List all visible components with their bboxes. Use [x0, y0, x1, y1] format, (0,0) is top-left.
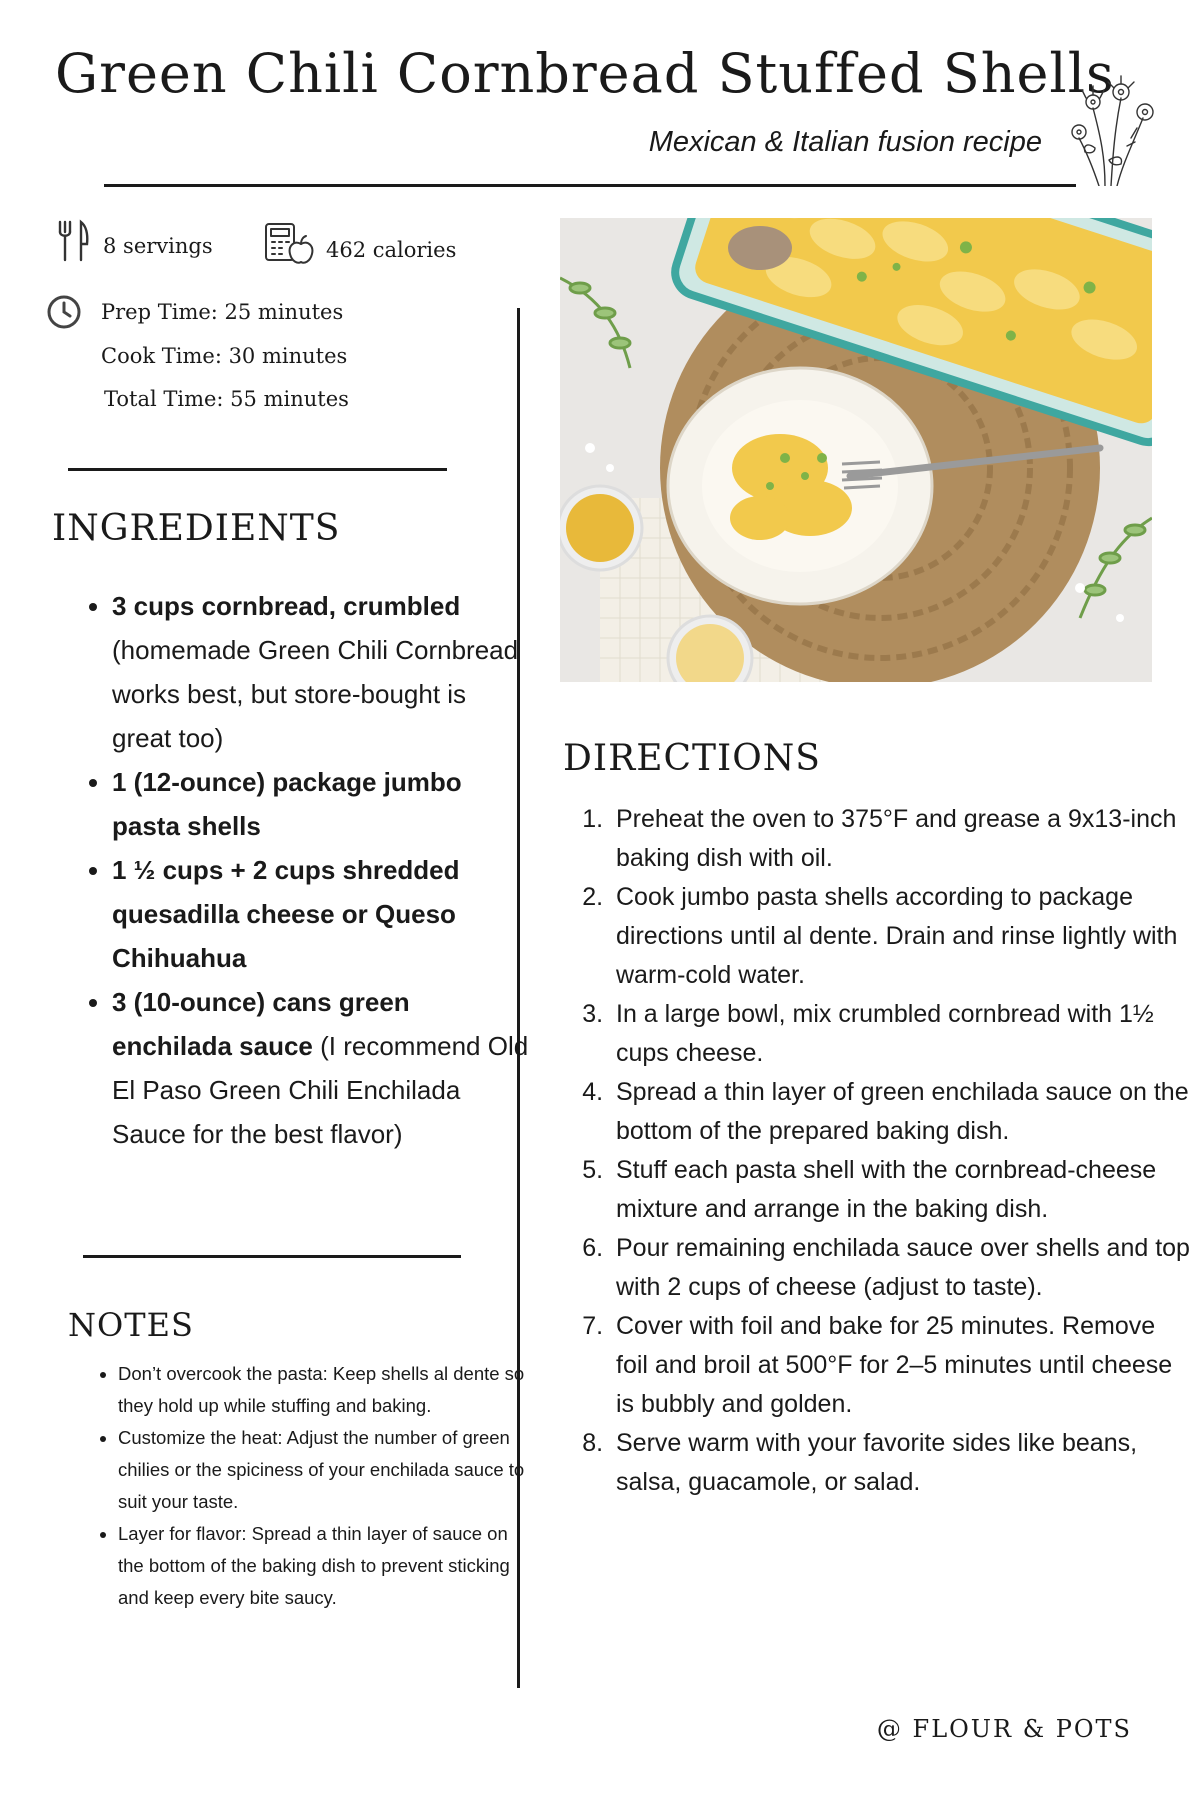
- ingredient-name: 1 ½ cups + 2 cups shredded quesadilla cheese or Queso Chihuahua: [112, 855, 460, 973]
- list-item: • Don’t overcook the pasta: Keep shells al dente so they hold up while stuffing and baking.: [118, 1358, 528, 1422]
- servings-count: 8 servings: [103, 234, 213, 258]
- directions-heading: DIRECTIONS: [563, 738, 821, 779]
- ingredients-heading: INGREDIENTS: [52, 508, 341, 549]
- meta-divider: [68, 468, 447, 471]
- ingredient-name: 3 (10-ounce) cans green enchilada sauce: [112, 987, 410, 1061]
- ingredient-name: 3 cups cornbread, crumbled: [112, 591, 461, 621]
- list-item: 5. Stuff each pasta shell with the cornbread-cheese mixture and arrange in the baking dish.: [610, 1151, 1190, 1229]
- calories-count: 462 calories: [326, 238, 457, 262]
- list-item: [112, 848, 532, 980]
- ingredients-list: [72, 584, 532, 1156]
- list-item: 8. Serve warm with your favorite sides like beans, salsa, guacamole, or salad.: [610, 1424, 1190, 1502]
- prep-time: Prep Time: 25 minutes: [101, 300, 344, 324]
- list-item: • Customize the heat: Adjust the number of green chilies or the spiciness of your enchilada sauce to suit your taste.: [118, 1422, 528, 1518]
- list-item: 2. Cook jumbo pasta shells according to package directions until al dente. Drain and rinse lightly with warm-cold water.: [610, 878, 1190, 995]
- title-divider: [104, 184, 1076, 187]
- recipe-subtitle: Mexican & Italian fusion recipe: [648, 126, 1042, 158]
- calculator-apple-icon: [264, 222, 314, 266]
- clock-icon: [46, 294, 82, 330]
- ingredient-note: (I recommend Old El Paso Green Chili Enchilada Sauce for the best flavor): [112, 1031, 529, 1149]
- list-item: [112, 584, 532, 760]
- notes-heading: NOTES: [68, 1306, 194, 1344]
- list-item: 7. Cover with foil and bake for 25 minutes. Remove foil and broil at 500°F for 2–5 minutes until cheese is bubbly and golden.: [610, 1307, 1190, 1424]
- ingredient-note: (homemade Green Chili Cornbread works best, but store-bought is great too): [112, 635, 519, 753]
- notes-list: [78, 1358, 528, 1614]
- list-item: [112, 760, 532, 848]
- list-item: 6. Pour remaining enchilada sauce over shells and top with 2 cups of cheese (adjust to taste).: [610, 1229, 1190, 1307]
- fork-knife-icon: [52, 218, 92, 262]
- ingredients-divider: [83, 1255, 461, 1258]
- recipe-photo: [560, 218, 1152, 682]
- list-item: 3. In a large bowl, mix crumbled cornbread with 1½ cups cheese.: [610, 995, 1190, 1073]
- list-item: 1. Preheat the oven to 375°F and grease a 9x13-inch baking dish with oil.: [610, 800, 1190, 878]
- total-time: Total Time: 55 minutes: [104, 387, 349, 411]
- list-item: [112, 980, 532, 1156]
- list-item: • Layer for flavor: Spread a thin layer of sauce on the bottom of the baking dish to prevent sticking and keep every bite saucy.: [118, 1518, 528, 1614]
- brand-credit: @ FLOUR & POTS: [876, 1715, 1132, 1743]
- directions-list: [580, 800, 1190, 1502]
- recipe-title: Green Chili Cornbread Stuffed Shells: [55, 42, 1115, 105]
- list-item: 4. Spread a thin layer of green enchilada sauce on the bottom of the prepared baking dish.: [610, 1073, 1190, 1151]
- wildflower-illustration: [1065, 68, 1160, 186]
- ingredient-name: 1 (12-ounce) package jumbo pasta shells: [112, 767, 462, 841]
- cook-time: Cook Time: 30 minutes: [101, 344, 348, 368]
